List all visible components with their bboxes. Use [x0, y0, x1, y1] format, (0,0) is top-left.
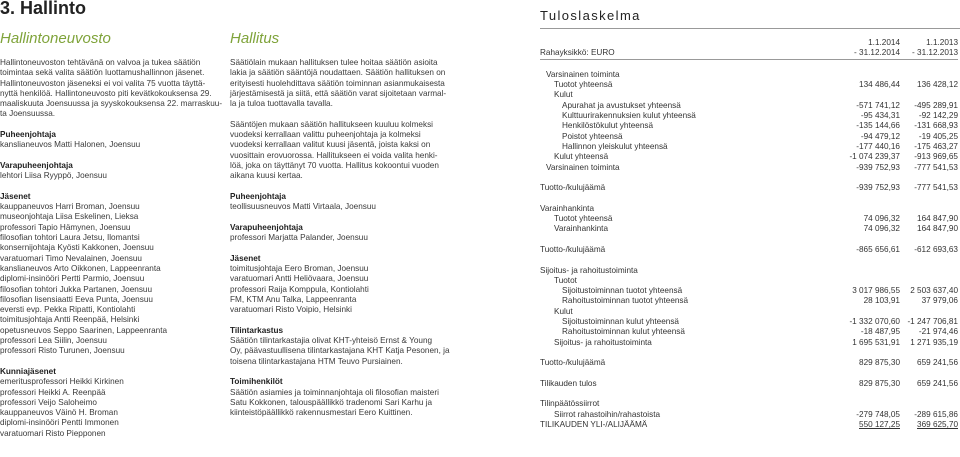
statement-row — [540, 296, 958, 306]
row-label: Tuotot yhteensä — [554, 80, 613, 90]
row-label — [540, 348, 818, 358]
value-2013 — [900, 399, 958, 409]
value-2014 — [818, 266, 900, 276]
header-period-current-start: 1.1.2014 — [868, 38, 900, 47]
text-line: toisena tilintarkastajana HTM Teuvo Pursiainen. — [230, 356, 403, 366]
row-label: Sijoitustoiminnan tuotot yhteensä — [562, 286, 683, 296]
row-label: Kulut yhteensä — [554, 152, 609, 162]
text-line: varatuomari Risto Voipio, Helsinki — [230, 305, 352, 315]
header-row-2 — [540, 48, 958, 59]
statement-spacer — [540, 255, 958, 265]
row-label — [540, 369, 818, 379]
text-line: Oy, päävastuullisena tilintarkastajana KHT Katja Pesonen, ja — [230, 346, 450, 356]
text-line: la ja tuloa tuottavalla tavalla. — [230, 99, 333, 109]
value-2014: 829 875,30 — [859, 378, 900, 388]
value-2014: -939 752,93 — [856, 162, 900, 172]
value-2014 — [818, 173, 900, 183]
text-line: aikana kuusi kertaa. — [230, 171, 303, 181]
statement-row — [540, 142, 958, 152]
staff-label: Toimihenkilöt — [230, 377, 283, 387]
row-label — [540, 60, 818, 70]
board-title: Hallitus — [230, 30, 280, 47]
value-2013: 164 847,90 — [917, 214, 958, 224]
row-label: Kulut — [554, 90, 573, 100]
text-line: emeritusprofessori Heikki Kirkinen — [0, 377, 124, 387]
statement-row — [540, 317, 958, 327]
statement-row — [540, 132, 958, 142]
row-label: Henkilöstökulut yhteensä — [562, 121, 654, 131]
text-line: FM, KTM Anu Talka, Lappeenranta — [230, 294, 357, 304]
currency-label: Rahayksikkö: EURO — [540, 48, 615, 58]
text-line: maaliskuuta Joensuussa ja syyskokouksensa 22. marraskuu- — [0, 99, 223, 109]
row-label: Varsinainen toiminta — [546, 162, 620, 172]
statement-row — [540, 286, 958, 296]
text-line: lakia ja säätiön sääntöjä noudattaen. Säätiön hallituksen on — [230, 68, 446, 78]
board-chair-list — [230, 202, 450, 212]
statement-spacer — [540, 235, 958, 245]
value-2014 — [818, 204, 900, 214]
text-line: konsernijohtaja Kyösti Kakkonen, Joensuu — [0, 243, 154, 253]
value-2013: 659 241,56 — [917, 358, 958, 368]
header-period-previous-end: - 31.12.2013 — [912, 48, 958, 58]
text-line: toimintaa sekä valita säätiön luottamushallinnon jäsenet. — [0, 68, 205, 78]
row-label — [540, 235, 818, 245]
value-2013: -175 463,27 — [914, 141, 958, 151]
income-statement-title: Tuloslaskelma — [540, 8, 641, 23]
statement-row — [540, 101, 958, 111]
statement-row — [540, 399, 958, 409]
value-2013: -777 541,53 — [914, 183, 958, 193]
row-label: Sijoitus- ja rahoitustoiminta — [540, 265, 638, 275]
value-2014: -279 748,05 — [856, 409, 900, 419]
text-line: professori Heikki A. Reenpää — [0, 387, 106, 397]
text-line: kauppaneuvos Väinö H. Broman — [0, 408, 118, 418]
text-line: ta Joensuussa. — [0, 109, 56, 119]
row-label: Varsinainen toiminta — [546, 69, 620, 79]
members-label: Jäsenet — [0, 191, 31, 201]
row-label — [540, 173, 818, 183]
statement-row — [540, 204, 958, 214]
members-list — [0, 202, 222, 356]
text-line: diplomi-insinööri Pertti Parmio, Joensuu — [0, 274, 145, 284]
value-2014 — [818, 70, 900, 80]
value-2013: -19 405,25 — [918, 131, 958, 141]
value-2014 — [818, 60, 900, 70]
value-2014: 134 486,44 — [859, 80, 900, 90]
header-label-1 — [540, 38, 818, 48]
value-2013 — [900, 204, 958, 214]
text-line: kanslianeuvos Matti Halonen, Joensuu — [0, 140, 141, 150]
statement-row — [540, 224, 958, 234]
chapter-title: 3. Hallinto — [0, 0, 87, 18]
row-label — [540, 255, 818, 265]
value-2013: 659 241,56 — [917, 378, 958, 388]
text-line: kanslianeuvos Arto Oikkonen, Lappeenranta — [0, 263, 161, 273]
row-label: Tuotto-/kulujäämä — [540, 183, 606, 193]
value-2014 — [818, 348, 900, 358]
value-2013 — [900, 173, 958, 183]
row-label: Rahoitustoiminnan kulut yhteensä — [562, 327, 685, 337]
text-line: professori Tapio Hämynen, Joensuu — [0, 222, 131, 232]
statement-row — [540, 338, 958, 348]
value-2014 — [818, 90, 900, 100]
value-2013: -612 693,63 — [914, 244, 958, 254]
text-line: Hallintoneuvoston jäseneksi ei voi valita 75 vuotta täyttä- — [0, 78, 206, 88]
text-line: Hallintoneuvoston tehtävänä on valvoa ja tukea säätiön — [0, 58, 201, 67]
value-2013: -913 969,65 — [914, 152, 958, 162]
statement-row — [540, 111, 958, 121]
value-2013 — [900, 266, 958, 276]
value-2013 — [900, 276, 958, 286]
board-vice-chair-label: Varapuheenjohtaja — [230, 222, 303, 232]
value-2013: -1 247 706,81 — [907, 317, 958, 327]
value-2014 — [818, 389, 900, 399]
value-2013 — [900, 307, 958, 317]
text-line: eversti evp. Pekka Ripatti, Kontiolahti — [0, 305, 136, 315]
income-statement-rows — [540, 60, 958, 431]
text-line: kauppaneuvos Harri Broman, Joensuu — [0, 202, 140, 212]
row-label: Tuotto-/kulujäämä — [540, 244, 606, 254]
text-line: professori Veijo Saloheimo — [0, 397, 97, 407]
board-vice-chair-list — [230, 233, 450, 243]
statement-row — [540, 420, 958, 430]
row-label: Tuotot yhteensä — [554, 214, 613, 224]
board-rules — [230, 120, 450, 182]
value-2013: -21 974,46 — [918, 327, 958, 337]
statement-spacer — [540, 60, 958, 70]
text-line: erityisesti huolehdittava säätiön toiminnan asianmukaisesta — [230, 78, 445, 88]
chair-list — [0, 140, 222, 150]
value-2014 — [818, 255, 900, 265]
text-line: nyttä henkilöä. Hallintoneuvosto piti kevätkokouksensa 29. — [0, 88, 212, 98]
statement-row — [540, 266, 958, 276]
statement-spacer — [540, 173, 958, 183]
text-line: Säätiön tilintarkastajia olivat KHT-yhteisö Ernst & Young — [230, 336, 433, 346]
value-2013: 37 979,06 — [921, 296, 958, 306]
statement-spacer — [540, 369, 958, 379]
value-2013 — [900, 389, 958, 399]
statement-row — [540, 152, 958, 162]
statement-spacer — [540, 348, 958, 358]
title-divider — [540, 28, 960, 29]
text-line: Sääntöjen mukaan säätiön hallitukseen kuuluu kolmeksi — [230, 119, 433, 129]
chair-label: Puheenjohtaja — [0, 130, 56, 140]
value-2013 — [900, 348, 958, 358]
value-2013: 2 503 637,40 — [910, 286, 958, 296]
text-line: filosofian tohtori Jukka Partanen, Joensuu — [0, 284, 153, 294]
row-label — [540, 193, 818, 203]
statement-spacer — [540, 193, 958, 203]
text-line: kiinteistöpäällikkö rakennusmestari Eero Kuittinen. — [230, 408, 413, 418]
value-2014 — [818, 369, 900, 379]
value-2014: 28 103,91 — [863, 296, 900, 306]
value-2013: 1 271 935,19 — [910, 337, 958, 347]
vice-chair-list — [0, 171, 222, 181]
statement-row — [540, 327, 958, 337]
row-label: Kulttuurirakennuksien kulut yhteensä — [562, 111, 696, 121]
row-label: Kulut — [554, 306, 573, 316]
value-2014: 1 695 531,91 — [852, 337, 900, 347]
text-line: Säätiölain mukaan hallituksen tulee hoitaa säätiön asioita — [230, 58, 438, 67]
value-2014: 829 875,30 — [859, 358, 900, 368]
value-2014: -1 332 070,60 — [849, 317, 900, 327]
row-label: Tuotto-/kulujäämä — [540, 358, 606, 368]
vice-chair-label: Varapuheenjohtaja — [0, 160, 73, 170]
value-2014: -939 752,93 — [856, 183, 900, 193]
text-line: teollisuusneuvos Matti Virtaala, Joensuu — [230, 202, 376, 212]
statement-row — [540, 214, 958, 224]
header-row-1 — [540, 38, 958, 48]
value-2014 — [818, 235, 900, 245]
value-2014 — [818, 276, 900, 286]
text-line: filosofian lisensiaatti Eeva Punta, Joensuu — [0, 294, 153, 304]
value-2014 — [818, 399, 900, 409]
audit-label: Tilintarkastus — [230, 325, 284, 335]
statement-row — [540, 307, 958, 317]
row-label: Siirrot rahastoihin/rahastoista — [554, 409, 661, 419]
value-2014: 74 096,32 — [863, 224, 900, 234]
text-line: professori Lea Siilin, Joensuu — [0, 336, 107, 346]
honorary-members-list — [0, 377, 222, 439]
value-2013: 164 847,90 — [917, 224, 958, 234]
text-line: varatuomari Antti Heliövaara, Joensuu — [230, 274, 369, 284]
text-line: professori Raija Komppula, Kontiolahti — [230, 284, 369, 294]
row-label: Sijoitus- ja rahoitustoiminta — [554, 337, 652, 347]
value-2014: -135 144,66 — [856, 121, 900, 131]
row-label: Tilikauden tulos — [540, 378, 597, 388]
statement-row — [540, 70, 958, 80]
text-line: professori Risto Turunen, Joensuu — [0, 346, 125, 356]
value-2013: -777 541,53 — [914, 162, 958, 172]
value-2013 — [900, 90, 958, 100]
statement-row — [540, 80, 958, 90]
text-line: vuodeksi kerrallaan valitut kuusi jäsentä, joista kaksi on — [230, 140, 431, 150]
value-2014: -95 434,31 — [860, 111, 900, 121]
value-2014: 74 096,32 — [863, 214, 900, 224]
board-members-list — [230, 264, 450, 315]
value-2013 — [900, 193, 958, 203]
row-label: Sijoitustoiminnan kulut yhteensä — [562, 317, 679, 327]
row-label: Rahoitustoiminnan tuotot yhteensä — [562, 296, 689, 306]
value-2014: 3 017 986,55 — [852, 286, 900, 296]
staff-text — [230, 388, 450, 419]
row-label: Hallinnon yleiskulut yhteensä — [562, 141, 668, 151]
value-2014: -1 074 239,37 — [849, 152, 900, 162]
supervisory-board-text — [0, 58, 222, 439]
supervisory-board-intro — [0, 58, 222, 120]
row-label: Apurahat ja avustukset yhteensä — [562, 100, 681, 110]
text-line: filosofian tohtori Laura Jetsu, Ilomantsi — [0, 233, 140, 243]
text-line: löä, joka on täyttänyt 70 vuotta. Hallitus kokoontui vuoden — [230, 160, 439, 170]
value-2014: -865 656,61 — [856, 244, 900, 254]
value-2013: -92 142,29 — [918, 111, 958, 121]
text-line: toimitusjohtaja Eero Broman, Joensuu — [230, 263, 369, 273]
text-line: Säätiön asiamies ja toiminnanjohtaja oli filosofian maisteri — [230, 387, 439, 397]
row-label — [540, 389, 818, 399]
text-line: varatuomari Risto Piepponen — [0, 428, 106, 438]
row-label: Tilinpäätössiirrot — [540, 399, 600, 409]
text-line: Satu Kokkonen, talouspäällikkö tradenomi Sari Karhu ja — [230, 397, 433, 407]
board-chair-label: Puheenjohtaja — [230, 191, 286, 201]
value-2014 — [818, 193, 900, 203]
board-text — [230, 58, 450, 418]
value-2014 — [818, 307, 900, 317]
statement-row — [540, 90, 958, 100]
value-2014: -18 487,95 — [860, 327, 900, 337]
value-2013 — [900, 60, 958, 70]
text-line: varatuomari Timo Nevalainen, Joensuu — [0, 253, 142, 263]
value-2013: -289 615,86 — [914, 409, 958, 419]
text-line: järjestämisestä ja siitä, että säätiön varat sijoitetaan varmal- — [230, 88, 447, 98]
statement-row — [540, 163, 958, 173]
text-line: diplomi-insinööri Pentti Immonen — [0, 418, 119, 428]
statement-row — [540, 245, 958, 255]
statement-row — [540, 410, 958, 420]
value-2013 — [900, 70, 958, 80]
header-period-current-end: - 31.12.2014 — [854, 48, 900, 58]
value-2014: 550 127,25 — [859, 419, 900, 429]
text-line: lehtori Liisa Ryyppö, Joensuu — [0, 171, 107, 181]
statement-row — [540, 183, 958, 193]
text-line: museonjohtaja Liisa Eskelinen, Lieksa — [0, 212, 139, 222]
value-2013: 369 625,70 — [917, 419, 958, 429]
value-2013 — [900, 369, 958, 379]
text-line: vuodeksi kerrallaan valittu puheenjohtaja ja kolmeksi — [230, 130, 421, 140]
honorary-members-label: Kunniajäsenet — [0, 366, 56, 376]
row-label: Poistot yhteensä — [562, 131, 623, 141]
supervisory-board-title: Hallintoneuvosto — [0, 30, 111, 47]
statement-row — [540, 358, 958, 368]
statement-row — [540, 276, 958, 286]
value-2014: -177 440,16 — [856, 141, 900, 151]
statement-row — [540, 121, 958, 131]
statement-row — [540, 379, 958, 389]
value-2014: -94 479,12 — [860, 131, 900, 141]
row-label: Tuotot — [554, 275, 577, 285]
value-2013: -495 289,91 — [914, 100, 958, 110]
row-label: Varainhankinta — [540, 203, 595, 213]
text-line: toimitusjohtaja Antti Reenpää, Helsinki — [0, 315, 140, 325]
income-statement-table — [540, 38, 958, 430]
text-line: opetusneuvos Seppo Saarinen, Lappeenranta — [0, 325, 168, 335]
text-line: vuosittain erovuorossa. Hallitukseen ei voida valita henki- — [230, 150, 438, 160]
text-line: professori Marjatta Palander, Joensuu — [230, 233, 368, 243]
value-2013: -131 668,93 — [914, 121, 958, 131]
audit-text — [230, 336, 450, 367]
board-members-label: Jäsenet — [230, 253, 261, 263]
value-2013 — [900, 255, 958, 265]
value-2014: -571 741,12 — [856, 100, 900, 110]
board-intro — [230, 58, 450, 109]
value-2013 — [900, 235, 958, 245]
statement-spacer — [540, 389, 958, 399]
value-2013: 136 428,12 — [917, 80, 958, 90]
row-label: Varainhankinta — [554, 224, 609, 234]
row-label: TILIKAUDEN YLI-/ALIJÄÄMÄ — [540, 419, 648, 429]
header-period-previous-start: 1.1.2013 — [926, 38, 958, 47]
